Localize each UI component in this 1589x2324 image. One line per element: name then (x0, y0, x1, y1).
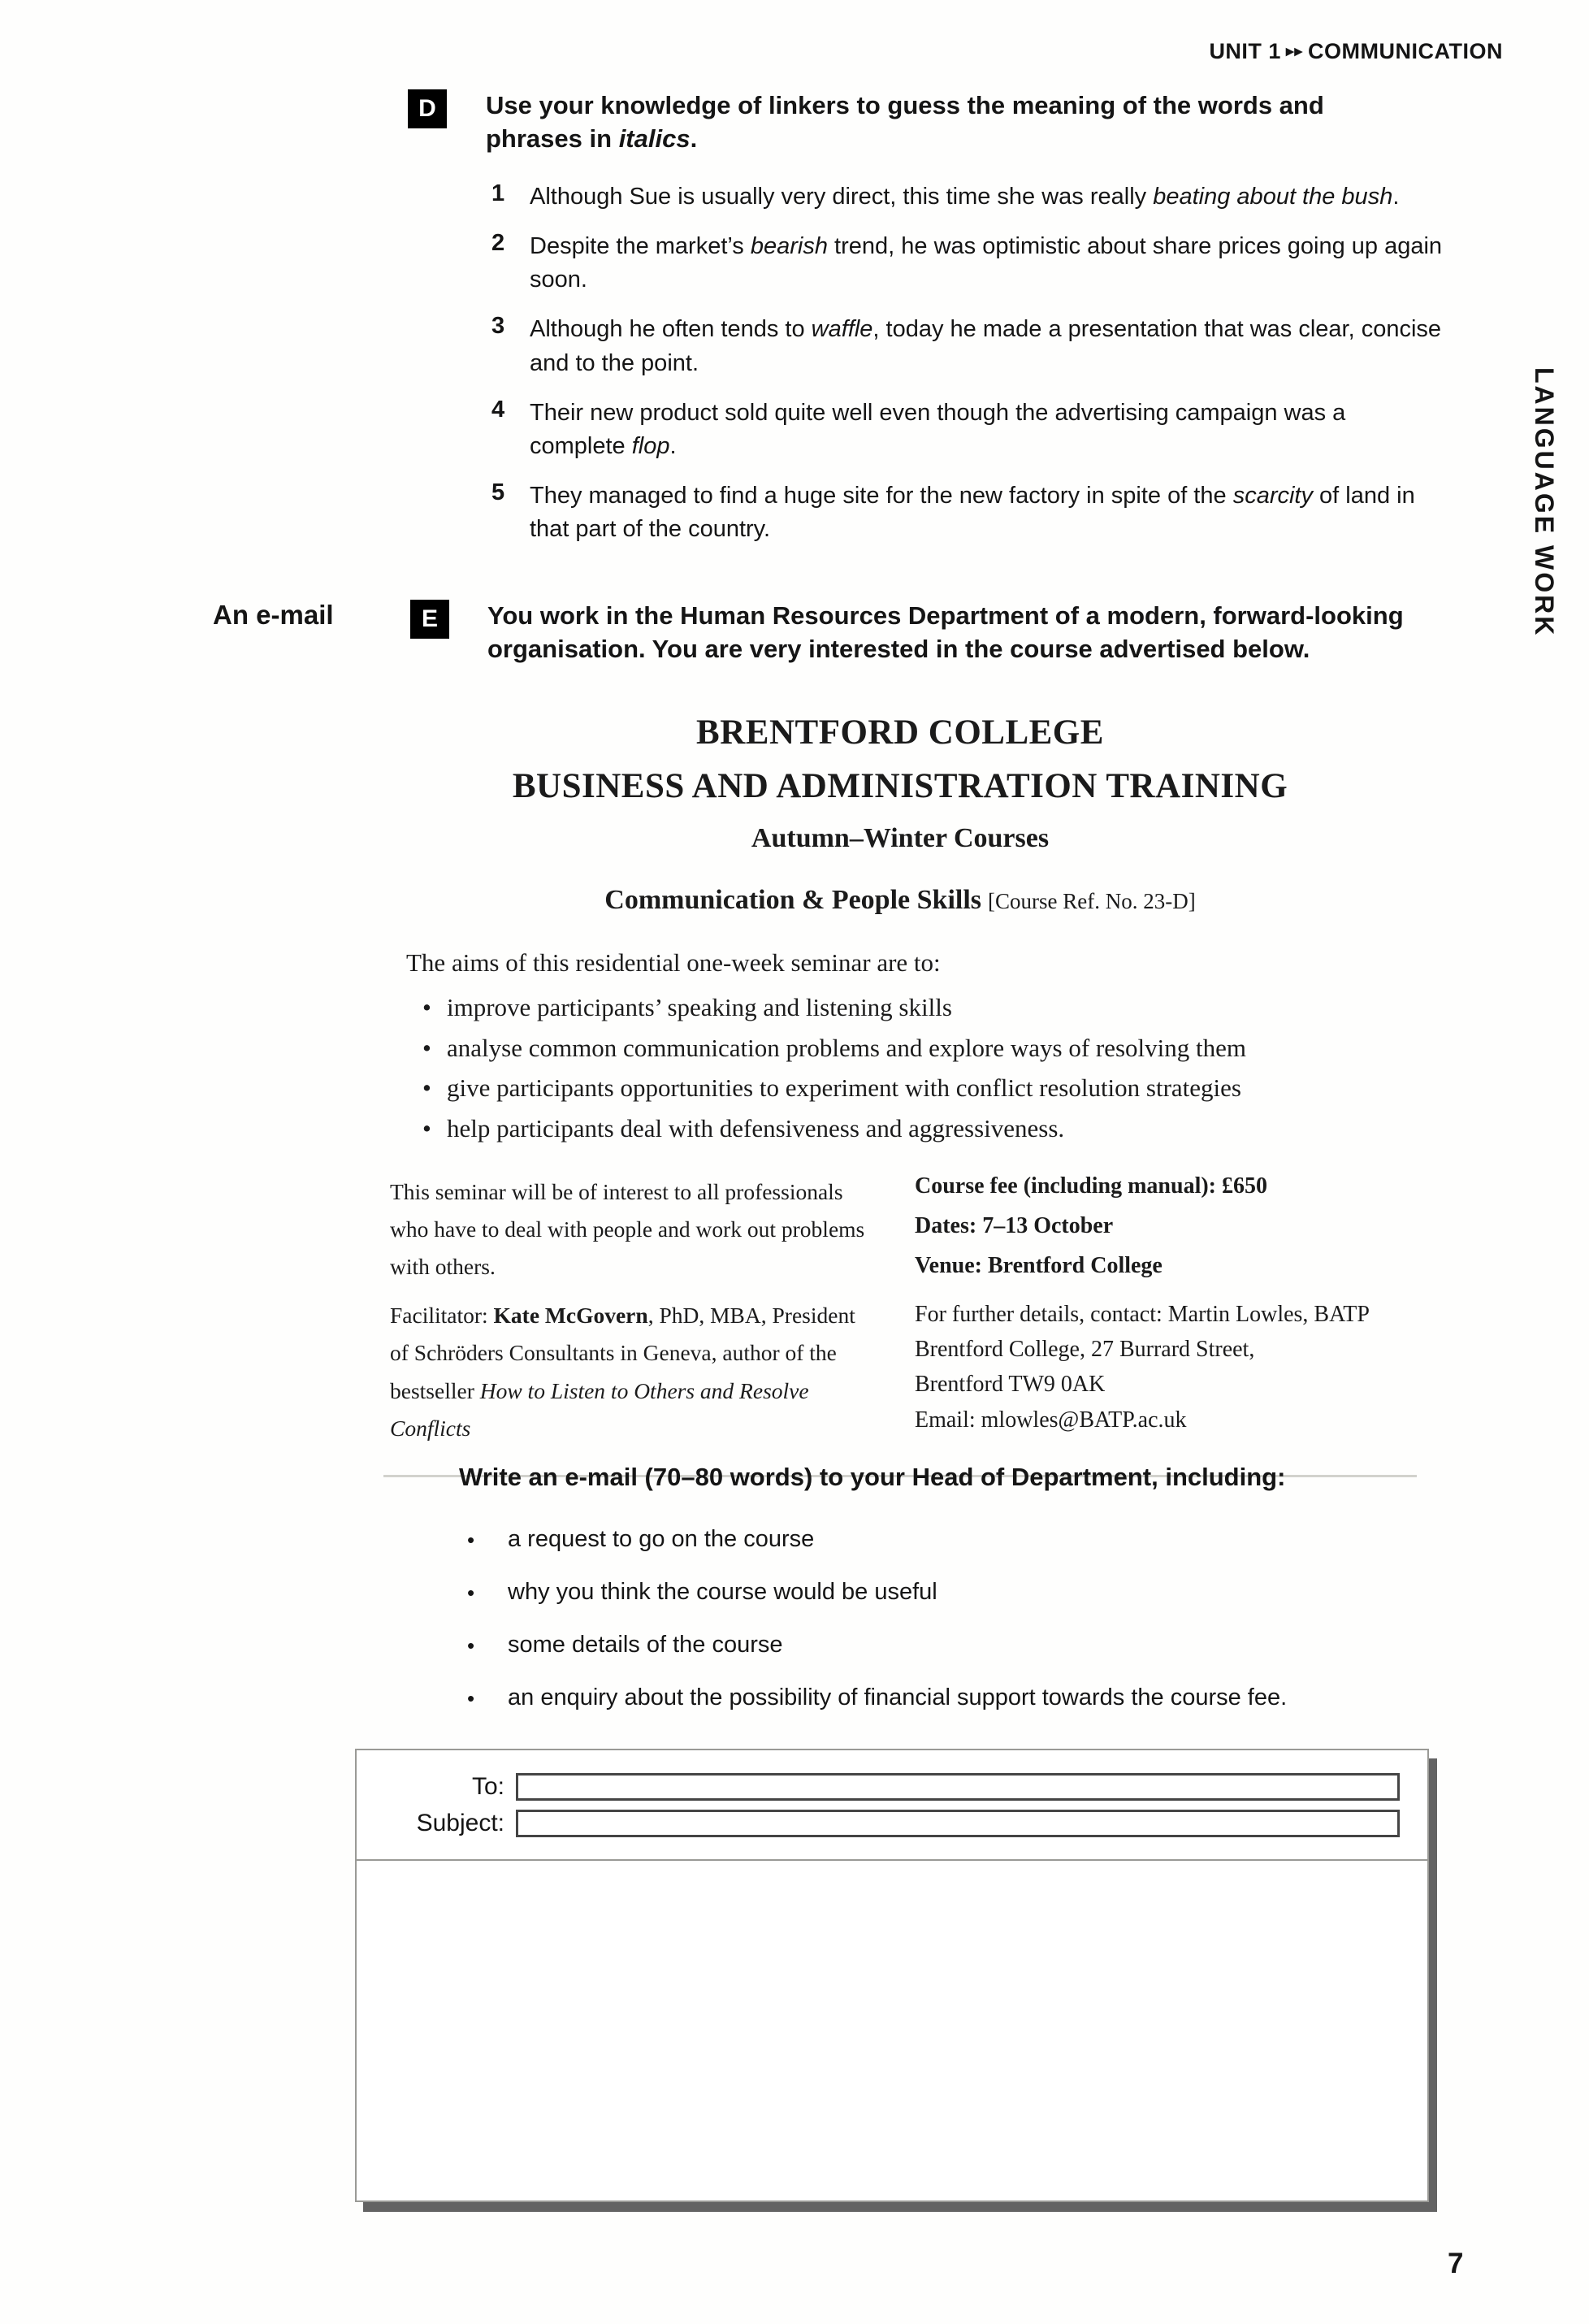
task-item: • why you think the course would be useful (459, 1579, 1442, 1606)
item-text-pre: Despite the market’s (530, 232, 751, 259)
aim-item: • help participants deal with defensiveness and aggressiveness. (422, 1108, 1417, 1149)
to-row (357, 1773, 1427, 1801)
item-number: 1 (491, 180, 505, 206)
task-instruction: Write an e-mail (70–80 words) to your Head of Department, including: (459, 1463, 1286, 1491)
language-work-side-label: LANGUAGE WORK (1530, 367, 1559, 638)
exercise-d-item (491, 479, 1448, 546)
contact-details (915, 1297, 1410, 1438)
item-text (530, 313, 1448, 379)
item-text-pre: Their new product sold quite well even though the advertising campaign was a complete (530, 399, 1346, 459)
subject-input-box (516, 1810, 1400, 1837)
task-item: • a request to go on the course (459, 1526, 1442, 1553)
advert-left-column (390, 1173, 877, 1447)
advert-title-line2: BUSINESS AND ADMINISTRATION TRAINING (512, 766, 1288, 805)
item-number: 2 (491, 229, 505, 256)
page-number: 7 (1448, 2248, 1464, 2279)
item-text-pre: Although Sue is usually very direct, this time she was really (530, 183, 1154, 210)
unit-arrows-icon: ▸▸ (1285, 43, 1304, 60)
item-text-italic: flop (631, 432, 670, 459)
exercise-e-badge: E (410, 600, 449, 639)
item-text-post: trend, he was optimistic about share prices going up again soon. (530, 232, 1443, 293)
facilitator-label: Facilitator: (390, 1303, 494, 1329)
instruction-text: . (690, 124, 698, 153)
item-text (530, 397, 1448, 463)
contact-line: Email: mlowles@BATP.ac.uk (915, 1407, 1187, 1433)
email-margin-label: An e-mail (213, 600, 334, 630)
task-item: • an enquiry about the possibility of financial support towards the course fee. (459, 1684, 1442, 1711)
item-text (530, 230, 1448, 297)
item-text-post: . (1392, 183, 1400, 210)
aims-list (383, 987, 1417, 1148)
item-number: 5 (491, 479, 505, 506)
item-text-pre: Although he often tends to (530, 316, 812, 343)
course-title: Communication & People Skills (604, 885, 982, 916)
to-label: To: (471, 1773, 504, 1800)
facilitator-details: , PhD, MBA, President of Schröders Consultants in Geneva, author of the bestseller (390, 1303, 855, 1403)
instruction-italic: italics (618, 124, 691, 153)
exercise-d-item (491, 397, 1448, 463)
item-number: 4 (491, 396, 505, 423)
unit-title: COMMUNICATION (1308, 39, 1503, 63)
item-text-italic: waffle (811, 316, 873, 343)
exercise-d-section (408, 89, 1448, 562)
unit-header (1209, 39, 1503, 64)
aims-intro: The aims of this residential one-week seminar are to: (406, 948, 941, 978)
course-dates: Dates: 7–13 October (915, 1212, 1114, 1238)
advert-title-line1: BRENTFORD COLLEGE (696, 713, 1104, 752)
email-form-header (357, 1750, 1427, 1837)
item-number: 3 (491, 313, 505, 340)
exercise-e-instruction: You work in the Human Resources Department of a modern, forward-looking organisation. You are very interested in the course advertised below. (487, 601, 1404, 663)
aim-item: • improve participants’ speaking and listening skills (422, 987, 1417, 1028)
aim-item: • give participants opportunities to experiment with conflict resolution strategies (422, 1068, 1417, 1108)
item-text-italic: bearish (750, 232, 828, 259)
exercise-d-item (491, 313, 1448, 379)
course-fee: Course fee (including manual): £650 (915, 1173, 1267, 1199)
course-venue: Venue: Brentford College (915, 1252, 1163, 1278)
subject-row (357, 1810, 1427, 1837)
exercise-d-instruction (486, 89, 1363, 156)
item-text-post: , today he made a presentation that was clear, concise and to the point. (530, 316, 1442, 376)
advert-columns (383, 1173, 1417, 1447)
facilitator-text (390, 1297, 877, 1447)
item-text-italic: scarcity (1232, 483, 1313, 509)
facilitator-name: Kate McGovern (493, 1303, 648, 1329)
course-advert (383, 712, 1417, 1477)
exercise-d-badge: D (408, 89, 447, 128)
writing-task-section (459, 1463, 1442, 1737)
instruction-text: Use your knowledge of linkers to guess the meaning of the words and phrases in (486, 91, 1324, 153)
item-text (530, 479, 1448, 546)
book-title: How to Listen to Others and Resolve Conflicts (390, 1377, 809, 1441)
interest-text: This seminar will be of interest to all professionals who have to deal with people and work out problems with others. (390, 1178, 865, 1279)
exercise-e-section (213, 600, 1405, 666)
item-text-pre: They managed to find a huge site for the new factory in spite of the (530, 483, 1233, 509)
course-title-line (383, 885, 1417, 916)
unit-number: UNIT 1 (1209, 39, 1281, 63)
email-form (355, 1749, 1429, 2202)
item-text-post: of land in that part of the country. (530, 483, 1415, 543)
task-list (459, 1526, 1442, 1711)
course-ref: [Course Ref. No. 23-D] (988, 889, 1196, 914)
contact-line: Brentford College, 27 Burrard Street, (915, 1336, 1255, 1362)
advert-subtitle: Autumn–Winter Courses (751, 823, 1050, 854)
item-text-post: . (669, 432, 677, 459)
to-input-box (516, 1773, 1400, 1801)
item-text (530, 180, 1448, 214)
subject-label: Subject: (416, 1810, 504, 1836)
exercise-d-list (408, 180, 1448, 547)
advert-right-column (915, 1173, 1410, 1447)
exercise-d-item (491, 230, 1448, 297)
exercise-d-header (408, 89, 1448, 156)
email-body-area (357, 1859, 1427, 2200)
aim-item: • analyse common communication problems and explore ways of resolving them (422, 1028, 1417, 1069)
item-text-italic: beating about the bush (1153, 183, 1393, 210)
task-item: • some details of the course (459, 1632, 1442, 1658)
contact-line: Brentford TW9 0AK (915, 1372, 1106, 1398)
contact-line: For further details, contact: Martin Lowles, BATP (915, 1301, 1370, 1327)
exercise-d-item (491, 180, 1448, 214)
